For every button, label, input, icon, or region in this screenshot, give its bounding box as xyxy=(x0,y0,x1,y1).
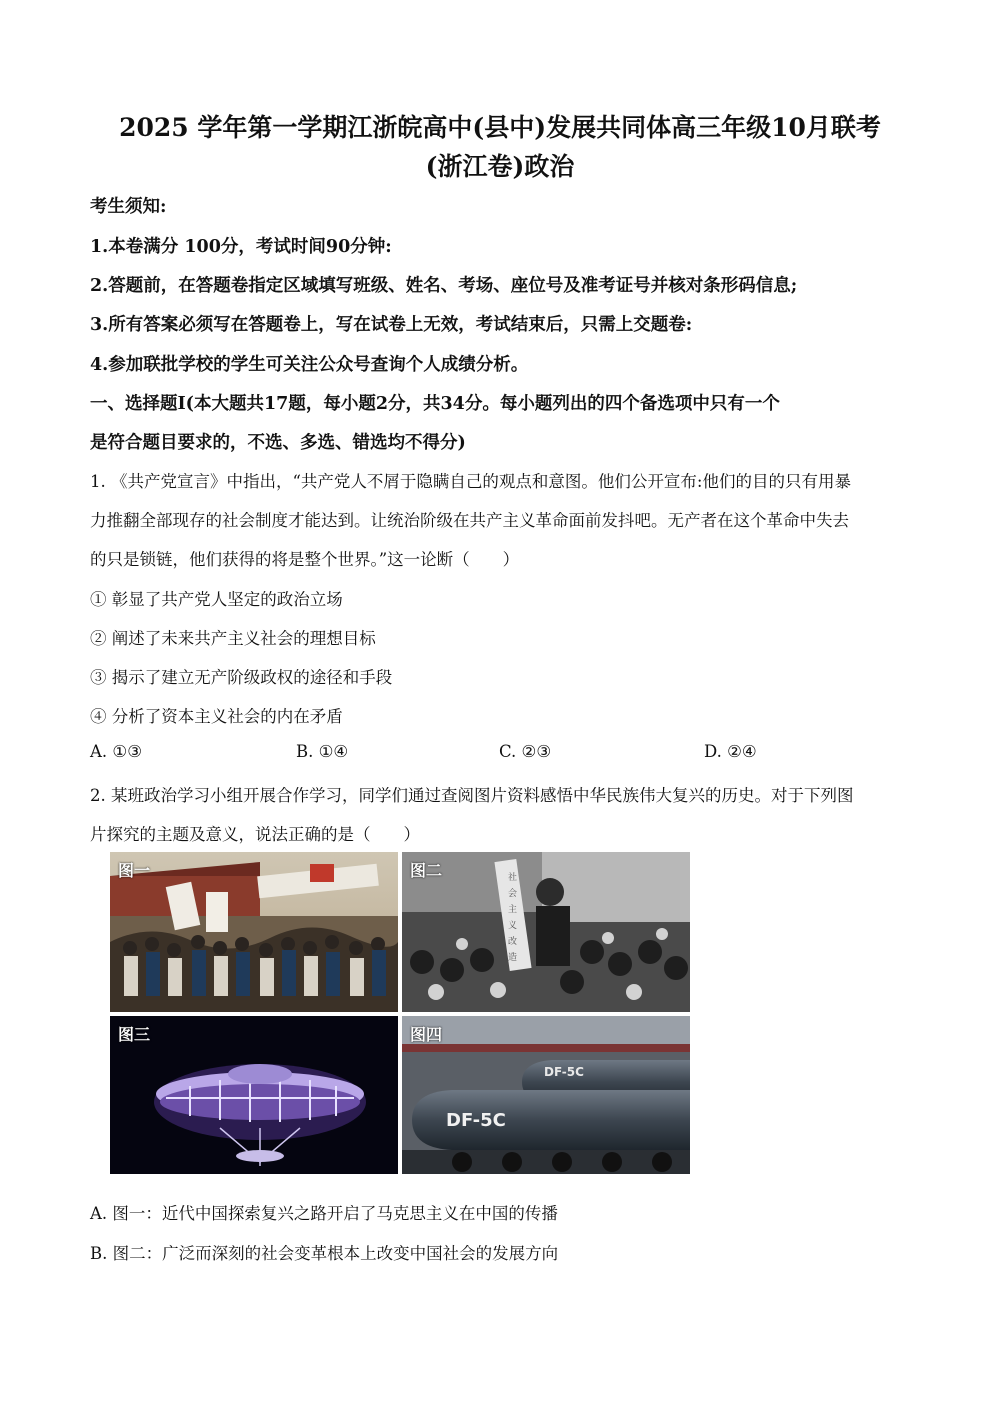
q1-option-d: D. ②④ xyxy=(704,742,757,761)
svg-text:造: 造 xyxy=(508,953,518,963)
figure-3-panel xyxy=(110,1016,398,1174)
svg-text:改: 改 xyxy=(508,937,518,947)
svg-text:义: 义 xyxy=(508,921,518,931)
q2-option-a: A. 图一：近代中国探索复兴之路开启了马克思主义在中国的传播 xyxy=(90,1204,558,1223)
missile-label-front: DF-5C xyxy=(446,1110,506,1131)
q2-option-b: B. 图二：广泛而深刻的社会变革根本上改变中国社会的发展方向 xyxy=(90,1244,559,1263)
exam-title-line1: 2025 学年第一学期江浙皖高中(县中)发展共同体高三年级10月联考 xyxy=(119,113,881,142)
notice-item-1: 1.本卷满分 100分，考试时间90分钟: xyxy=(90,237,392,257)
q1-option-a: A. ①③ xyxy=(90,742,142,761)
notice-item-2: 2.答题前，在答题卷指定区域填写班级、姓名、考场、座位号及准考证号并核对条形码信息; xyxy=(90,276,798,296)
q2-stem-line1: 2. 某班政治学习小组开展合作学习，同学们通过查阅图片资料感悟中华民族伟大复兴的历史。对于下列图 xyxy=(90,786,854,805)
q2-stem-line2: 片探究的主题及意义，说法正确的是（ ） xyxy=(90,825,420,844)
section-heading-line1: 一、选择题I(本大题共17题，每小题2分，共34分。每小题列出的四个备选项中只有一个 xyxy=(90,394,780,414)
figure-4-label: 图四 xyxy=(410,1025,443,1044)
protest-painting-image xyxy=(110,852,398,1012)
svg-text:主: 主 xyxy=(508,905,518,915)
exam-title-line2: (浙江卷)政治 xyxy=(425,152,575,181)
q1-option-c: C. ②③ xyxy=(499,742,552,761)
missile-label-back: DF-5C xyxy=(544,1065,584,1079)
satellite-image xyxy=(110,1016,398,1174)
figure-4-panel xyxy=(402,1016,690,1174)
figure-2-label: 图二 xyxy=(410,861,443,880)
figure-3-label: 图三 xyxy=(118,1025,151,1044)
q1-statement-1: ① 彰显了共产党人坚定的政治立场 xyxy=(90,590,343,609)
notice-item-3: 3.所有答案必须写在答题卷上，写在试卷上无效，考试结束后，只需上交题卷: xyxy=(90,315,693,335)
notice-heading: 考生须知: xyxy=(90,197,167,217)
svg-text:社: 社 xyxy=(508,873,518,883)
q1-option-b: B. ①④ xyxy=(296,742,349,761)
section-heading-line2: 是符合题目要求的，不选、多选、错选均不得分) xyxy=(90,433,466,453)
q1-statement-2: ② 阐述了未来共产主义社会的理想目标 xyxy=(90,629,376,648)
q1-stem-line2: 力推翻全部现存的社会制度才能达到。让统治阶级在共产主义革命面前发抖吧。无产者在这个革命中失去 xyxy=(90,511,849,530)
q1-stem-line1: 1. 《共产党宣言》中指出，“共产党人不屑于隐瞒自己的观点和意图。他们公开宣布:他们的目的只有用暴 xyxy=(90,472,851,491)
crowd-photo-image xyxy=(402,852,690,1012)
q1-statement-3: ③ 揭示了建立无产阶级政权的途径和手段 xyxy=(90,668,393,687)
svg-text:会: 会 xyxy=(508,889,518,899)
figure-2-panel xyxy=(402,852,690,1012)
figure-1-label: 图一 xyxy=(118,861,151,880)
q2-figure-grid xyxy=(110,852,690,1174)
q1-statement-4: ④ 分析了资本主义社会的内在矛盾 xyxy=(90,707,343,726)
figure-1-panel xyxy=(110,852,398,1012)
notice-item-4: 4.参加联批学校的学生可关注公众号查询个人成绩分析。 xyxy=(90,355,529,375)
missile-parade-image xyxy=(402,1016,690,1174)
q1-stem-line3: 的只是锁链，他们获得的将是整个世界。”这一论断（ ） xyxy=(90,550,520,569)
